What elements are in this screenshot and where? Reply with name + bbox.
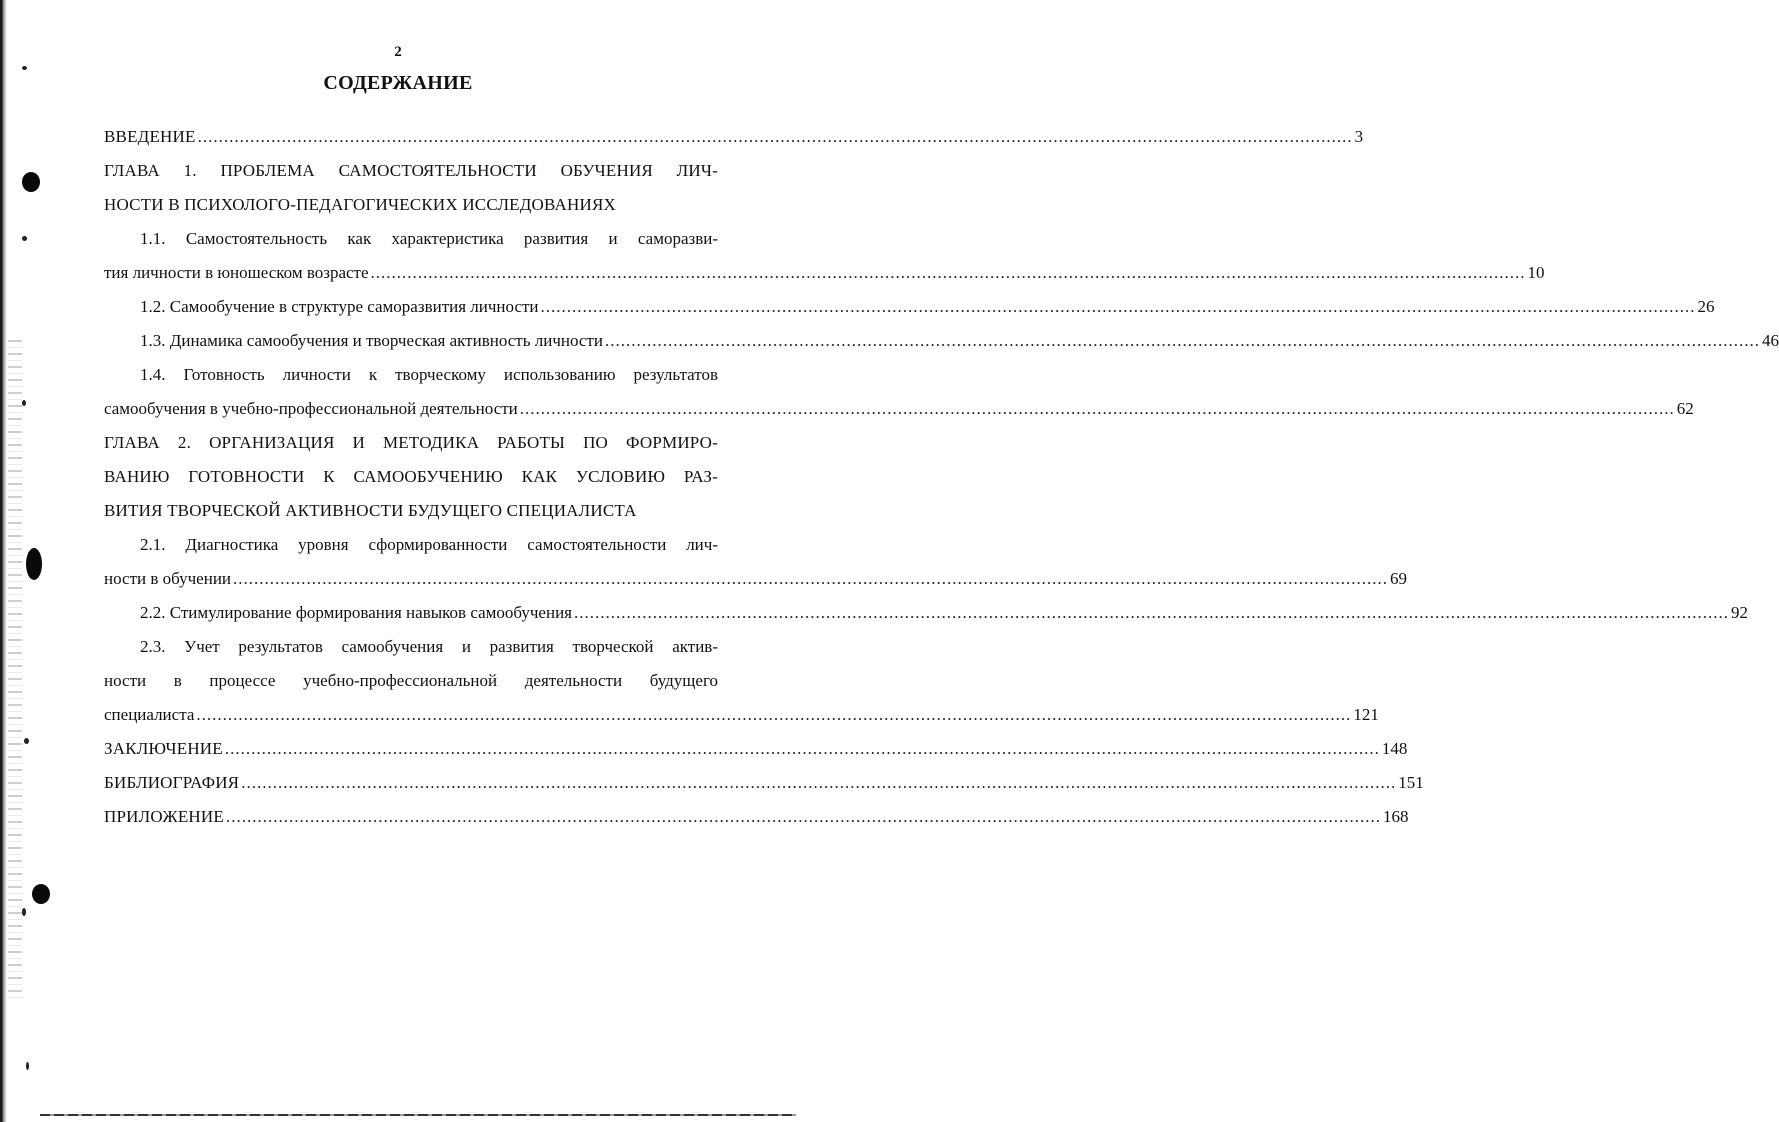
toc-section-2-1-line-2[interactable]: [104, 562, 1408, 596]
scan-speck: [22, 236, 27, 241]
scan-speck: [22, 908, 26, 916]
toc-entry-title: 1.2. Самообучение в структуре саморазвития личности: [140, 297, 539, 316]
dot-leader: ............................................................................................................................................................................................................................: [197, 127, 1353, 146]
page-title: СОДЕРЖАНИЕ: [323, 72, 473, 94]
toc-page-number: 46: [1761, 331, 1779, 350]
toc-section-2-1-line-1[interactable]: 2.1. Диагностика уровня сформированности самостоятельности лич-: [140, 535, 718, 554]
scan-speck: [22, 400, 26, 406]
dot-leader: ............................................................................................................................................................................................................................: [241, 773, 1397, 792]
toc-entry-conclusion[interactable]: [104, 732, 1408, 766]
toc-entry-title: ПРИЛОЖЕНИЕ: [104, 807, 224, 826]
toc-chapter-2-line-3[interactable]: ВИТИЯ ТВОРЧЕСКОЙ АКТИВНОСТИ БУДУЩЕГО СПЕЦИАЛИСТА: [104, 501, 637, 520]
toc-entry-title: самообучения в учебно-профессиональной деятельности: [104, 399, 518, 418]
toc-section-1-3[interactable]: [104, 324, 1779, 358]
toc-entry-title: 1.3. Динамика самообучения и творческая активность личности: [140, 331, 603, 350]
toc-chapter-2-line-2[interactable]: ВАНИЮ ГОТОВНОСТИ К САМООБУЧЕНИЮ КАК УСЛОВИЮ РАЗ-: [104, 467, 718, 486]
toc-page-number: 3: [1354, 127, 1364, 146]
dot-leader: ............................................................................................................................................................................................................................: [196, 705, 1352, 724]
toc-page-number: 168: [1382, 807, 1409, 826]
toc-section-2-3-line-3[interactable]: [104, 698, 1379, 732]
toc-page-number: 26: [1697, 297, 1715, 316]
toc-entry-bibliography[interactable]: [104, 766, 1424, 800]
toc-entry-appendix[interactable]: [104, 800, 1409, 834]
scan-speck: [24, 738, 29, 744]
toc-page-number: 148: [1381, 739, 1408, 758]
toc-entry-title: ности в обучении: [104, 569, 232, 588]
toc-entry-title: БИБЛИОГРАФИЯ: [104, 773, 240, 792]
dot-leader: ............................................................................................................................................................................................................................: [224, 739, 1380, 758]
toc-section-1-2[interactable]: [104, 290, 1715, 324]
scan-edge-noise: [8, 340, 22, 1000]
toc-section-2-2[interactable]: [104, 596, 1748, 630]
binder-hole-1: [22, 172, 40, 192]
dot-leader: ............................................................................................................................................................................................................................: [519, 399, 1675, 418]
toc-page-number: 69: [1390, 569, 1408, 588]
toc-page-number: 10: [1527, 263, 1545, 282]
toc-entry-title: специалиста: [104, 705, 195, 724]
toc-section-2-3-line-1[interactable]: 2.3. Учет результатов самообучения и развития творческой актив-: [140, 637, 718, 656]
toc-chapter-1-line-1[interactable]: ГЛАВА 1. ПРОБЛЕМА САМОСТОЯТЕЛЬНОСТИ ОБУЧЕНИЯ ЛИЧ-: [104, 161, 718, 180]
toc-entry-title: ВВЕДЕНИЕ: [104, 127, 196, 146]
toc-section-2-3-line-2[interactable]: ности в процессе учебно-профессиональной деятельности будущего: [104, 671, 718, 690]
toc-page-number: 121: [1353, 705, 1379, 724]
binder-hole-3: [32, 884, 50, 904]
toc-page-number: 151: [1398, 773, 1424, 792]
scan-left-edge: [0, 0, 7, 1122]
scan-speck: [26, 1062, 29, 1070]
toc-entry-introduction[interactable]: [104, 120, 1364, 154]
toc-entry-title: ЗАКЛЮЧЕНИЕ: [104, 739, 223, 758]
toc-section-1-4-line-2[interactable]: [104, 392, 1694, 426]
toc-section-1-1-line-2[interactable]: [104, 256, 1545, 290]
dot-leader: ............................................................................................................................................................................................................................: [225, 807, 1381, 826]
toc-page-number: 62: [1676, 399, 1694, 418]
dot-leader: ............................................................................................................................................................................................................................: [540, 297, 1696, 316]
toc-entry-title: 2.2. Стимулирование формирования навыков самообучения: [140, 603, 572, 622]
dot-leader: ............................................................................................................................................................................................................................: [233, 569, 1389, 588]
dot-leader: ............................................................................................................................................................................................................................: [573, 603, 1729, 622]
scan-bottom-rule: [40, 1114, 796, 1116]
page-number: 2: [394, 44, 402, 60]
table-of-contents: [104, 120, 1779, 834]
dot-leader: ............................................................................................................................................................................................................................: [370, 263, 1526, 282]
toc-entry-title: тия личности в юношеском возрасте: [104, 263, 369, 282]
binder-hole-2: [26, 548, 42, 580]
toc-section-1-1-line-1[interactable]: 1.1. Самостоятельность как характеристика развития и саморазви-: [140, 229, 718, 248]
toc-section-1-4-line-1[interactable]: 1.4. Готовность личности к творческому использованию результатов: [140, 365, 718, 384]
toc-chapter-2-line-1[interactable]: ГЛАВА 2. ОРГАНИЗАЦИЯ И МЕТОДИКА РАБОТЫ ПО ФОРМИРО-: [104, 433, 718, 452]
scan-speck: [22, 66, 27, 70]
toc-page-number: 92: [1730, 603, 1748, 622]
toc-chapter-1-line-2[interactable]: НОСТИ В ПСИХОЛОГО-ПЕДАГОГИЧЕСКИХ ИССЛЕДОВАНИЯХ: [104, 195, 616, 214]
dot-leader: ............................................................................................................................................................................................................................: [604, 331, 1760, 350]
